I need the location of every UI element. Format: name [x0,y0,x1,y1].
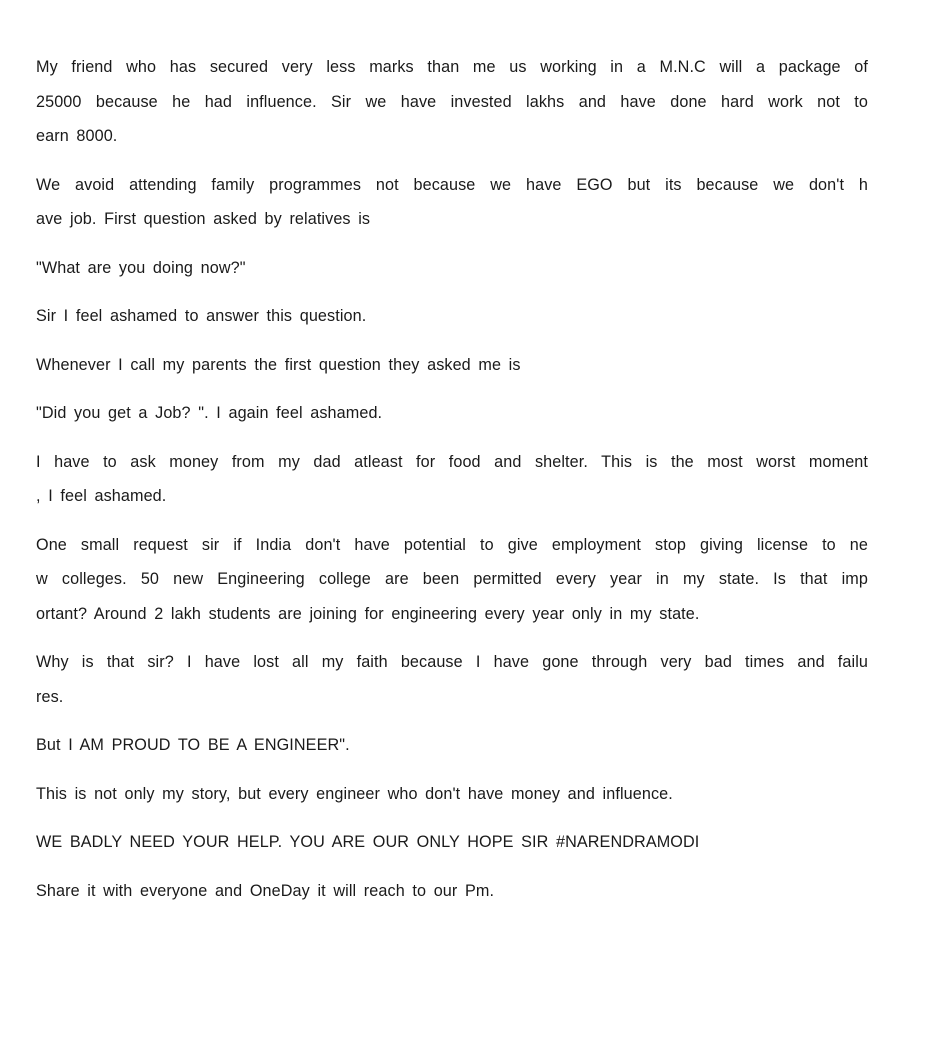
paragraph-line: But I AM PROUD TO BE A ENGINEER". [36,736,350,754]
paragraph-line: Whenever I call my parents the first question they asked me is [36,355,521,374]
paragraph-line: WE BADLY NEED YOUR HELP. YOU ARE OUR ONLY HOPE SIR #NARENDRAMODI [36,833,700,851]
paragraph-family-programmes [36,168,868,237]
paragraph-line: My friend who has secured very less marks than me us working in a M.N.C will a package of [36,58,868,76]
paragraph-line: w colleges. 50 new Engineering college are been permitted every year in my state. Is that imp [36,570,868,588]
paragraph-proud-engineer [36,728,868,763]
document-page [36,50,868,922]
paragraph-feel-ashamed [36,299,868,334]
paragraph-lost-faith [36,645,868,714]
paragraph-line: Sir I feel ashamed to answer this question. [36,307,367,325]
paragraph-line: We avoid attending family programmes not because we have EGO but its because we don't h [36,175,868,194]
paragraph-line: Share it with everyone and OneDay it will reach to our Pm. [36,881,495,900]
paragraph-mnc-package [36,50,868,154]
paragraph-line: , I feel ashamed. [36,487,167,505]
paragraph-line: 25000 because he had influence. Sir we have invested lakhs and have done hard work not to [36,92,868,111]
paragraph-line: Why is that sir? I have lost all my faith because I have gone through very bad times and failu [36,653,868,671]
paragraph-line: "What are you doing now?" [36,258,246,277]
paragraph-need-help [36,825,868,860]
paragraph-not-only-my-story [36,777,868,812]
paragraph-share-it [36,874,868,909]
paragraph-ask-money [36,445,868,514]
paragraph-did-you-get-job [36,396,868,431]
paragraph-line: ortant? Around 2 lakh students are joining for engineering every year only in my state. [36,604,700,623]
paragraph-what-doing-now [36,251,868,286]
paragraph-small-request [36,528,868,632]
paragraph-line: res. [36,687,64,706]
paragraph-line: One small request sir if India don't have potential to give employment stop giving license to ne [36,535,868,554]
paragraph-line: This is not only my story, but every engineer who don't have money and influence. [36,784,673,803]
paragraph-line: earn 8000. [36,127,118,145]
paragraph-call-parents [36,348,868,383]
paragraph-line: ave job. First question asked by relatives is [36,210,371,228]
paragraph-line: I have to ask money from my dad atleast for food and shelter. This is the most worst moment [36,452,868,471]
paragraph-line: "Did you get a Job? ". I again feel ashamed. [36,404,383,422]
